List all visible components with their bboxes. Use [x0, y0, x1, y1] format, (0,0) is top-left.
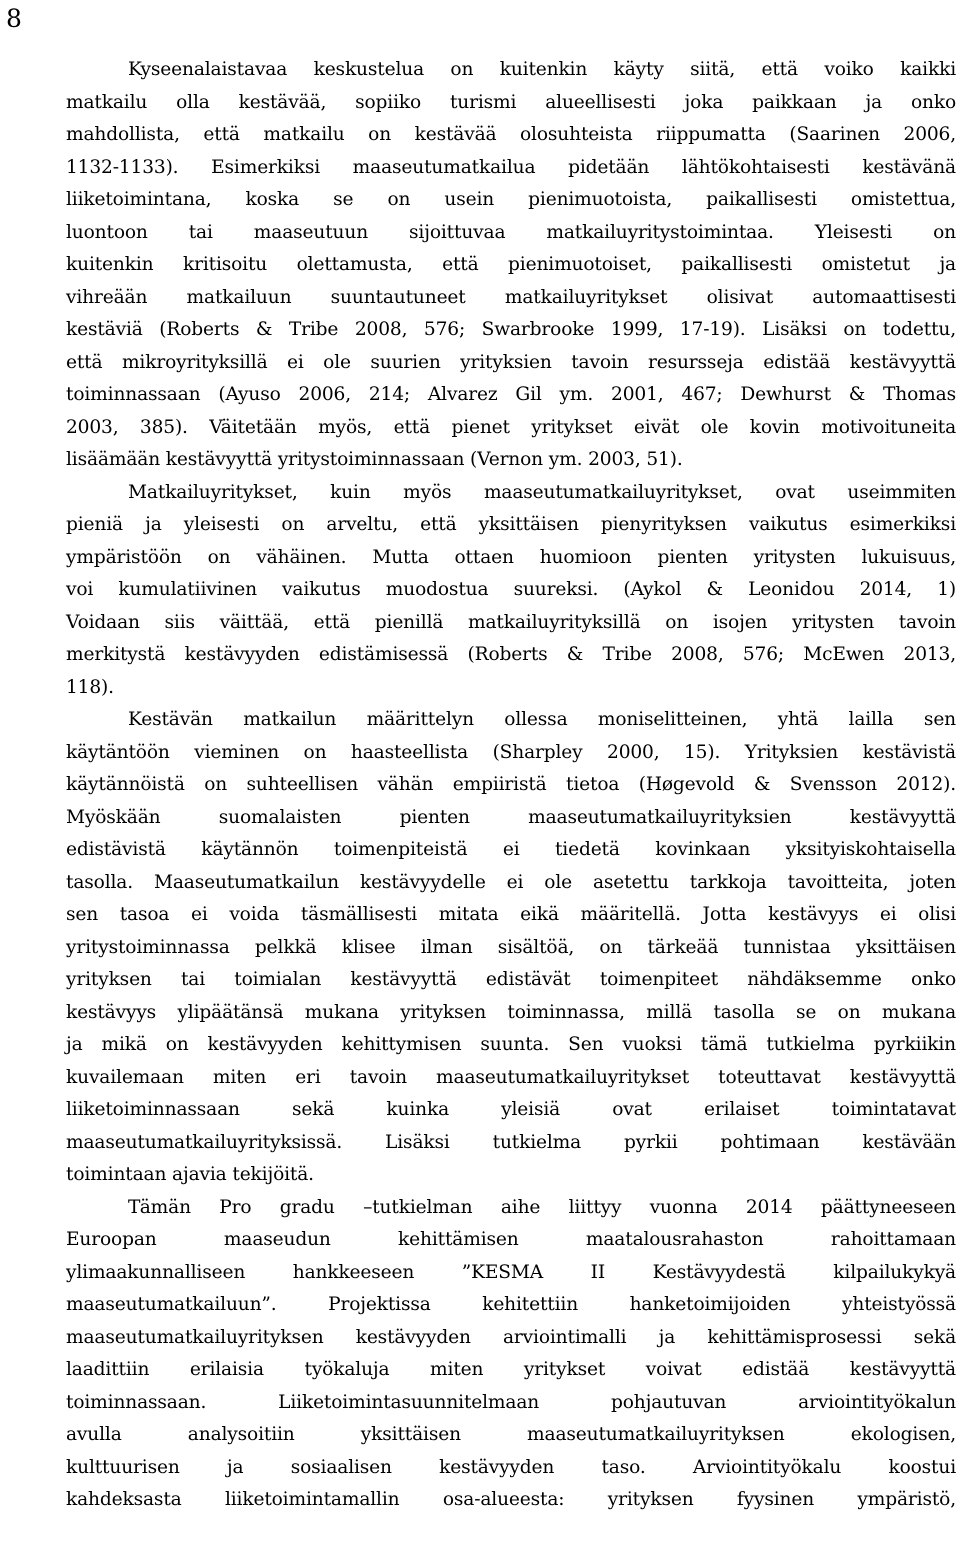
text-line: voi kumulatiivinen vaikutus muodostua suureksi. (Aykol & Leonidou 2014, 1)	[66, 579, 956, 600]
text-line: kuitenkin kritisoitu olettamusta, että pienimuotoiset, paikallisesti omistetut ja	[66, 254, 956, 275]
text-line: luontoon tai maaseutuun sijoittuvaa matkailuyritystoimintaa. Yleisesti on	[66, 221, 956, 243]
page-number: 8	[6, 4, 22, 33]
text-line: ja mikä on kestävyyden kehittymisen suunta. Sen vuoksi tämä tutkielma pyrkiikin	[66, 1034, 956, 1055]
text-line: 118).	[66, 676, 114, 698]
text-line: maaseutumatkailuyrityksen kestävyyden arviointimalli ja kehittämisprosessi sekä	[66, 1326, 956, 1348]
text-line: liiketoimintana, koska se on usein pienimuotoista, paikallisesti omistettua,	[66, 189, 956, 210]
text-line: maaseutumatkailuun”. Projektissa kehitettiin hanketoimijoiden yhteistyössä	[66, 1294, 956, 1315]
text-line: yritystoiminnassa pelkkä klisee ilman sisältöä, on tärkeää tunnistaa yksittäisen	[66, 936, 956, 958]
text-line: käytäntöön vieminen on haasteellista (Sharpley 2000, 15). Yrityksien kestävistä	[66, 741, 956, 763]
text-line: vihreään matkailuun suuntautuneet matkailuyritykset olisivat automaattisesti	[66, 286, 956, 308]
text-line: käytännöistä on suhteellisen vähän empiiristä tietoa (Høgevold & Svensson 2012).	[66, 774, 956, 795]
text-line: pieniä ja yleisesti on arveltu, että yksittäisen pienyrityksen vaikutus esimerkiksi	[66, 514, 956, 535]
text-line: laadittiin erilaisia työkaluja miten yritykset voivat edistää kestävyyttä	[66, 1359, 956, 1380]
text-line: kestäviä (Roberts & Tribe 2008, 576; Swarbrooke 1999, 17-19). Lisäksi on todettu,	[66, 319, 956, 340]
text-line: toiminnassaan. Liiketoimintasuunnitelmaan pohjautuvan arviointityökalun	[66, 1391, 956, 1413]
text-line: ympäristöön on vähäinen. Mutta ottaen huomioon pienten yritysten lukuisuus,	[66, 546, 956, 568]
text-line: toiminnassaan (Ayuso 2006, 214; Alvarez Gil ym. 2001, 467; Dewhurst & Thomas	[66, 384, 956, 405]
text-line: liiketoiminnassaan sekä kuinka yleisiä ovat erilaiset toimintatavat	[66, 1099, 956, 1120]
text-line: yrityksen tai toimialan kestävyyttä edistävät toimenpiteet nähdäksemme onko	[66, 969, 956, 990]
text-line: Matkailuyritykset, kuin myös maaseutumatkailuyritykset, ovat useimmiten	[128, 481, 956, 503]
text-line: kuvailemaan miten eri tavoin maaseutumatkailuyritykset toteuttavat kestävyyttä	[66, 1066, 956, 1088]
text-line: että mikroyrityksillä ei ole suurien yrityksien tavoin resursseja edistää kestävyyttä	[66, 351, 956, 373]
text-line: edistävistä käytännön toimenpiteistä ei tiedetä kovinkaan yksityiskohtaisella	[66, 839, 956, 860]
text-line: matkailu olla kestävää, sopiiko turismi alueellisesti joka paikkaan ja onko	[66, 91, 956, 113]
paragraph	[4, 1192, 956, 1517]
text-line: kulttuurisen ja sosiaalisen kestävyyden taso. Arviointityökalu koostui	[66, 1456, 956, 1478]
text-line: avulla analysoitiin yksittäisen maaseutumatkailuyrityksen ekologisen,	[66, 1424, 956, 1445]
text-line: Myöskään suomalaisten pienten maaseutumatkailuyrityksien kestävyyttä	[66, 806, 956, 828]
text-line: ylimaakunnalliseen hankkeeseen ”KESMA II Kestävyydestä kilpailukykyä	[66, 1261, 956, 1283]
text-line: 2003, 385). Väitetään myös, että pienet yritykset eivät ole kovin motivoituneita	[66, 416, 956, 438]
paragraph	[4, 704, 956, 1192]
text-line: maaseutumatkailuyrityksissä. Lisäksi tutkielma pyrkii pohtimaan kestävään	[66, 1131, 956, 1153]
text-line: Kyseenalaistavaa keskustelua on kuitenkin käyty siitä, että voiko kaikki	[128, 59, 956, 80]
text-line: toimintaan ajavia tekijöitä.	[66, 1164, 314, 1185]
paragraph	[4, 54, 956, 477]
text-line: Voidaan siis väittää, että pienillä matkailuyrityksillä on isojen yritysten tavoin	[66, 611, 956, 633]
text-line: mahdollista, että matkailu on kestävää olosuhteista riippumatta (Saarinen 2006,	[66, 124, 956, 145]
text-line: tasolla. Maaseutumatkailun kestävyydelle ei ole asetettu tarkkoja tavoitteita, joten	[66, 871, 956, 893]
body-text	[4, 54, 956, 1517]
text-line: kahdeksasta liiketoimintamallin osa-alueesta: yrityksen fyysinen ympäristö,	[66, 1489, 956, 1510]
text-line: Tämän Pro gradu –tutkielman aihe liittyy vuonna 2014 päättyneeseen	[128, 1196, 956, 1218]
text-line: Kestävän matkailun määrittelyn ollessa moniselitteinen, yhtä lailla sen	[128, 709, 956, 730]
text-line: kestävyys ylipäätänsä mukana yrityksen toiminnassa, millä tasolla se on mukana	[66, 1001, 956, 1023]
text-line: sen tasoa ei voida täsmällisesti mitata eikä määritellä. Jotta kestävyys ei olisi	[66, 904, 956, 925]
text-line: Euroopan maaseudun kehittämisen maatalousrahaston rahoittamaan	[66, 1229, 956, 1250]
paragraph	[4, 477, 956, 705]
text-line: merkitystä kestävyyden edistämisessä (Roberts & Tribe 2008, 576; McEwen 2013,	[66, 644, 956, 665]
text-line: 1132-1133). Esimerkiksi maaseutumatkailua pidetään lähtökohtaisesti kestävänä	[66, 156, 956, 178]
text-line: lisäämään kestävyyttä yritystoiminnassaan (Vernon ym. 2003, 51).	[66, 449, 683, 470]
